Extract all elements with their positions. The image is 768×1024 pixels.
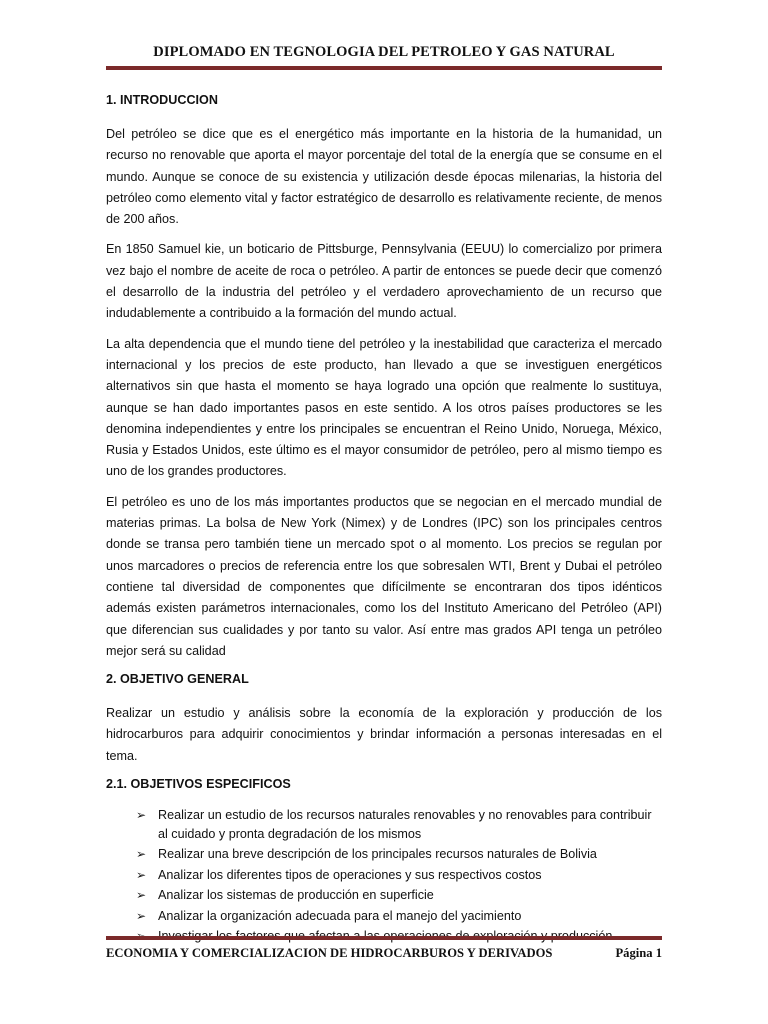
list-item [106,806,662,843]
list-item [106,907,662,926]
page-number: Página 1 [615,946,662,960]
intro-paragraph-1: Del petróleo se dice que es el energético más importante en la historia de la humanidad, un recurso no renovable que aporta el mayor porcentaje del total de la energía que se consume en el mundo. Aunque se conoce de su existencia y utilización desde épocas milenarias, la historia del petróleo como elemento vital y factor estratégico de desarrollo es relativamente reciente, de menos de 200 años. [106,127,662,227]
list-item-text: Realizar una breve descripción de los principales recursos naturales de Bolivia [158,847,597,862]
list-item-text: Analizar los sistemas de producción en superficie [158,888,434,903]
list-item [106,886,662,905]
list-item-text: Analizar la organización adecuada para el manejo del yacimiento [158,908,522,923]
footer-rule [106,936,662,940]
intro-paragraph-4: El petróleo es uno de los más importantes productos que se negocian en el mercado mundial de materias primas. La bolsa de New York (Nimex) y de Londres (IPC) son los principales centros donde se transa pero también tiene un mercado spot o al momento. Los precios se regulan por unos marcadores o precios de referencia entre los que sobresalen WTI, Brent y Dubai el petróleo contiene tal diversidad de componentes que difícilmente se encontraran dos tipos idénticos además existen parámetros internacionales, como los del Instituto Americano del Petróleo (API) que diferencian sus cualidades y por tanto su valor. Así entre mas grados API tenga un petróleo mejor será su calidad [106,494,662,658]
list-item-text: Realizar un estudio de los recursos naturales renovables y no renovables para contribuir al cuidado y pronta degradación de los mismos [158,808,652,841]
list-item-text: Analizar los diferentes tipos de operaciones y sus respectivos costos [158,867,542,882]
arrow-bullet-icon: ➢ [136,908,147,923]
objetivo-paragraph: Realizar un estudio y análisis sobre la economía de la exploración y producción de los hidrocarburos para adquirir conocimientos y brindar información a personas interesadas en el tema. [106,706,662,763]
arrow-bullet-icon: ➢ [136,888,147,903]
objetivo-heading: 2. OBJETIVO GENERAL [106,672,249,687]
page-body [106,92,662,948]
footer-course-title: ECONOMIA Y COMERCIALIZACION DE HIDROCARBUROS Y DERIVADOS [106,946,553,960]
intro-paragraph-2: En 1850 Samuel kie, un boticario de Pittsburge, Pennsylvania (EEUU) lo comercializo por primera vez bajo el nombre de aceite de roca o petróleo. A partir de entonces se puede decir que comenzó el desarrollo de la industria del petróleo y el verdadero aprovechamiento de un recurso que indudablemente a contribuido a la formación del mundo actual. [106,242,662,321]
especificos-heading: 2.1. OBJETIVOS ESPECIFICOS [106,777,291,792]
arrow-bullet-icon: ➢ [136,847,147,862]
list-item [106,845,662,864]
arrow-bullet-icon: ➢ [136,808,147,823]
list-item [106,866,662,885]
objetivos-list [106,806,662,946]
intro-heading: 1. INTRODUCCION [106,93,218,107]
intro-paragraph-3: La alta dependencia que el mundo tiene del petróleo y la inestabilidad que caracteriza el mercado internacional y los precios de este producto, han llevado a que se investiguen energéticos alternativos sin que hasta el momento se haya logrado una opción que realmente lo sustituya, aunque se han dado importantes pasos en este sentido. A los otros países productores se les denomina independientes y entre los principales se encuentran el Reino Unido, Noruega, México, Rusia y Estados Unidos, este último es el mayor consumidor de petróleo, pero al mismo tiempo es uno de los grandes productores. [106,336,662,479]
header-rule [106,66,662,70]
page-header-title: DIPLOMADO EN TEGNOLOGIA DEL PETROLEO Y GAS NATURAL [153,44,615,60]
arrow-bullet-icon: ➢ [136,867,147,882]
